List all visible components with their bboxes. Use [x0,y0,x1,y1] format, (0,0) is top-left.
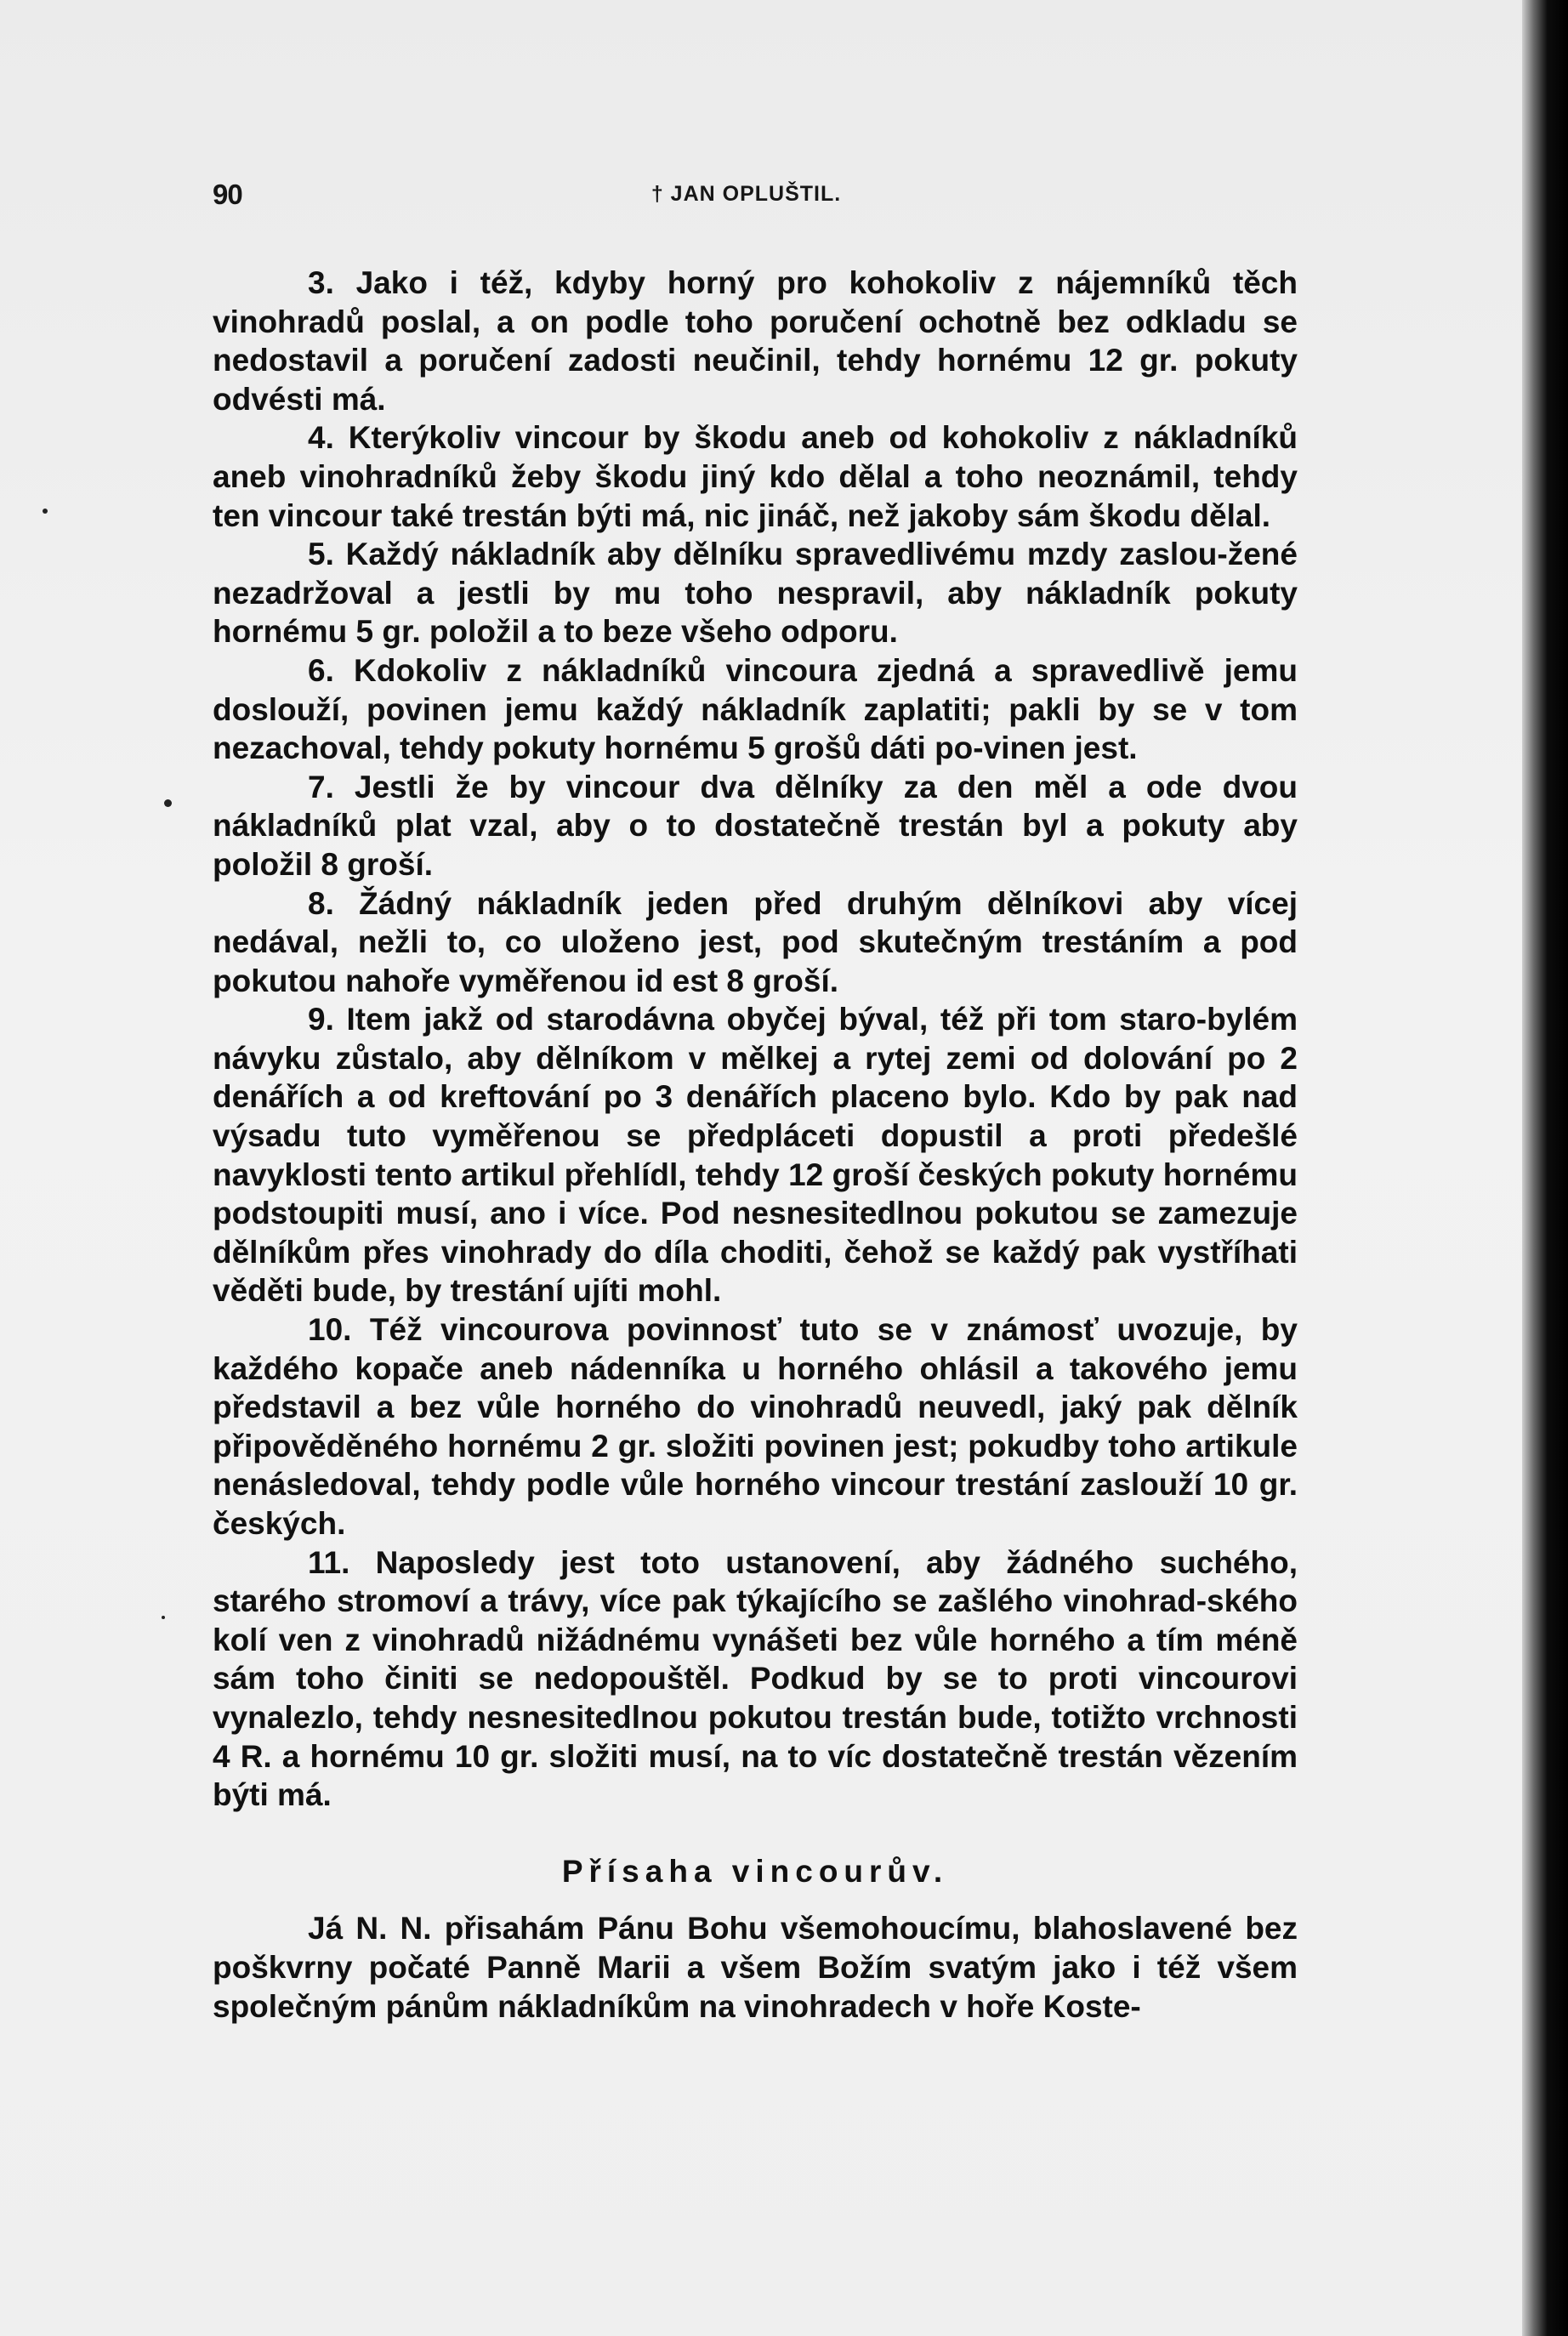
page-header [213,179,1280,216]
running-head: † JAN OPLUŠTIL. [650,182,842,206]
page-number: 90 [213,179,242,210]
paragraph-5: 5. Každý nákladník aby dělníku spravedlivému mzdy zaslou-žené nezadržoval a jestli by mu toho nespravil, aby nákladník pokuty hornému 5 gr. položil a to beze všeho odporu. [213,537,1298,650]
speck [164,799,172,807]
paragraph-4: 4. Kterýkoliv vincour by škodu aneb od kohokoliv z nákladníků aneb vinohradníků žeby škodu jiný kdo dělal a toho neoznámil, tehdy ten vincour také trestán býti má, nic jináč, než jakoby sám škodu dělal. [213,420,1298,533]
speck [162,1616,165,1619]
binding-edge [1522,0,1568,2336]
paragraph-10: 10. Též vincourova povinnosť tuto se v známosť uvozuje, by každého kopače aneb nádenníka u horného ohlásil a takového jemu představil a bez vůle horného do vinohradů neuvedl, jaký pak dělník připověděného hornému 2 gr. složiti povinen jest; pokudby toho artikule nenásledoval, tehdy podle vůle horného vincour trestání zaslouží 10 gr. českých. [213,1312,1298,1541]
paragraph-8: 8. Žádný nákladník jeden před druhým dělníkovi aby vícej nedával, nežli to, co uloženo jest, pod skutečným trestáním a pod pokutou nahoře vyměřenou id est 8 groší. [213,885,1298,998]
paragraph-3: 3. Jako i též, kdyby horný pro kohokoliv z nájemníků těch vinohradů poslal, a on podle toho poručení ochotně bez odkladu se nedostavil a poručení zadosti neučinil, tehdy hornému 12 gr. pokuty odvésti má. [213,265,1298,417]
oath-paragraph: Já N. N. přisahám Pánu Bohu všemohoucímu, blahoslavené bez poškvrny počaté Panně Marii a všem Božím svatým jako i též všem společným pánům nákladníkům na vinohradech v hoře Koste- [213,1911,1298,2024]
section-heading: Přísaha vincourův. [561,1853,949,1889]
body-text [213,264,1298,2026]
paragraph-11: 11. Naposledy jest toto ustanovení, aby žádného suchého, starého stromoví a trávy, více pak týkajícího se zašlého vinohrad-ského kolí ven z vinohradů nižádnému vynášeti bez vůle horného a tím méně sám toho činiti se nedopouštěl. Podkud by se to proti vincourovi vynalezlo, tehdy nesnesitedlnou pokutou trestán bude, totižto vrchnosti 4 R. a hornému 10 gr. složiti musí, na to víc dostatečně trestán vězením býti má. [213,1544,1298,1813]
paragraph-9: 9. Item jakž od starodávna obyčej býval, též při tom staro-bylém návyku zůstalo, aby dělníkom v mělkej a rytej zemi od dolování po 2 denářích a od kreftování po 3 denářích placeno bylo. Kdo by pak nad výsadu tuto vyměřenou se předpláceti dopustil a proti předešlé navyklosti tento artikul přehlídl, tehdy 12 groší českých pokuty hornému podstoupiti musí, ano i více. Pod nesnesitedlnou pokutou se zamezuje dělníkům přes vinohrady do díla choditi, čehož se každý pak vystříhati věděti bude, by trestání ujíti mohl. [213,1002,1298,1309]
paragraph-6: 6. Kdokoliv z nákladníků vincoura zjedná a spravedlivě jemu doslouží, povinen jemu každý nákladník zaplatiti; pakli by se v tom nezachoval, tehdy pokuty hornému 5 grošů dáti po-vinen jest. [213,652,1298,766]
paragraph-7: 7. Jestli že by vincour dva dělníky za den měl a ode dvou nákladníků plat vzal, aby o to dostatečně trestán byl a pokuty aby položil 8 groší. [213,769,1298,882]
speck [43,509,48,514]
